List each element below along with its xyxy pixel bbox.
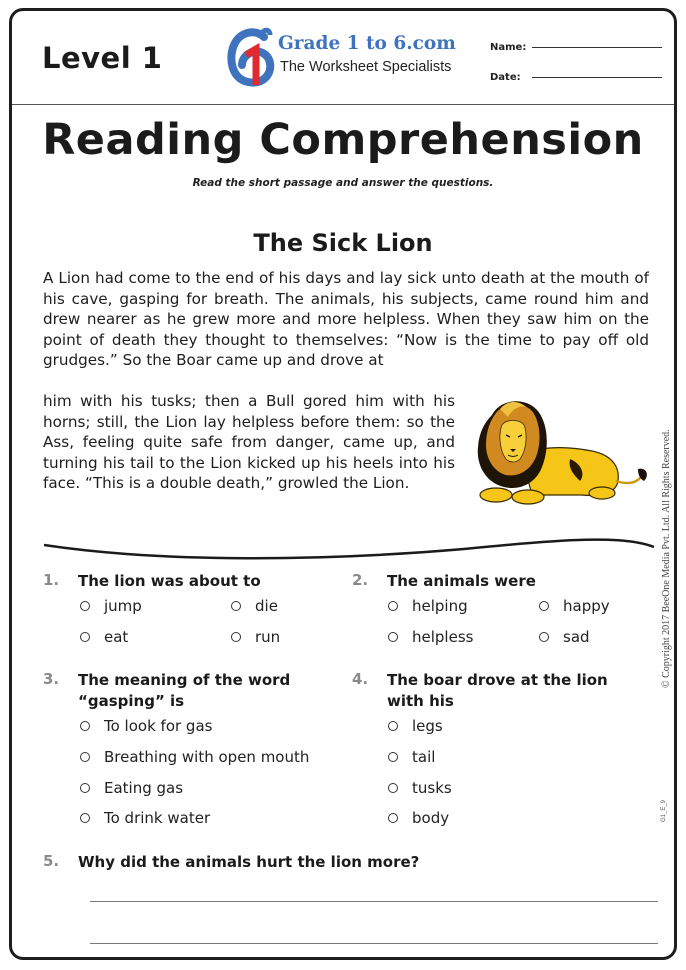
- radio-icon[interactable]: [80, 632, 90, 642]
- logo-subtitle: The Worksheet Specialists: [280, 59, 452, 75]
- option-q4-tail[interactable]: tail: [388, 748, 435, 766]
- passage-top: A Lion had come to the end of his days and lay sick unto death at the mouth of his cave, gasping for breath. The animals, his subjects, came round him and drew nearer as he grew more and more helpless. When they saw him on the point of death they thought to themselves: “Now is the time to pay off old grudges.” So the Boar came up and drove at: [43, 269, 649, 370]
- radio-icon[interactable]: [388, 783, 398, 793]
- question-number: 4.: [352, 670, 369, 688]
- radio-icon[interactable]: [80, 601, 90, 611]
- radio-icon[interactable]: [80, 783, 90, 793]
- answer-line-1[interactable]: [90, 901, 658, 902]
- question-number: 3.: [43, 670, 60, 688]
- header: [12, 11, 674, 105]
- story-title: The Sick Lion: [253, 229, 433, 257]
- question-text-line-1: The boar drove at the lion: [387, 671, 608, 689]
- option-q1-run[interactable]: run: [231, 628, 280, 646]
- radio-icon[interactable]: [80, 813, 90, 823]
- level-label: Level 1: [42, 41, 163, 75]
- question-4: [352, 670, 652, 714]
- question-3: [43, 670, 343, 714]
- question-text: The animals were: [387, 572, 536, 590]
- question-text: The lion was about to: [78, 572, 261, 590]
- option-q4-legs[interactable]: legs: [388, 717, 443, 735]
- date-blank[interactable]: [532, 77, 662, 78]
- instructions: Read the short passage and answer the questions.: [192, 177, 494, 189]
- date-field[interactable]: [490, 72, 662, 83]
- radio-icon[interactable]: [539, 632, 549, 642]
- option-q1-jump[interactable]: jump: [80, 597, 142, 615]
- page-title: Reading Comprehension: [42, 115, 644, 165]
- date-label: Date:: [490, 72, 521, 83]
- passage-wrapped: him with his tusks; then a Bull gored him with his horns; still, the Lion lay helpless before them: so the Ass, feeling quite safe from danger, came up, and turning his tail to the Lion kicked up his heels into his face. “This is a double death,” growled the Lion.: [43, 392, 455, 493]
- option-q4-tusks[interactable]: tusks: [388, 779, 452, 797]
- name-field[interactable]: [490, 42, 662, 53]
- radio-icon[interactable]: [539, 601, 549, 611]
- worksheet-frame: [9, 8, 677, 960]
- copyright-notice: © Copyright 2017 BeeOne Media Pvt. Ltd. All Rights Reserved.: [661, 429, 672, 688]
- question-text-line-2: “gasping” is: [78, 692, 185, 710]
- option-q1-eat[interactable]: eat: [80, 628, 128, 646]
- option-q2-sad[interactable]: sad: [539, 628, 590, 646]
- radio-icon[interactable]: [80, 721, 90, 731]
- lion-illustration-icon: [462, 395, 652, 505]
- radio-icon[interactable]: [388, 752, 398, 762]
- name-blank[interactable]: [532, 47, 662, 48]
- radio-icon[interactable]: [388, 813, 398, 823]
- logo: [226, 27, 466, 87]
- grade-1-to-6-logo-icon: [226, 27, 278, 87]
- name-label: Name:: [490, 42, 527, 53]
- radio-icon[interactable]: [80, 752, 90, 762]
- logo-title: Grade 1 to 6.com: [278, 33, 456, 54]
- worksheet-code: G1_E_9: [661, 799, 667, 822]
- question-text: Why did the animals hurt the lion more?: [78, 853, 420, 871]
- option-q2-happy[interactable]: happy: [539, 597, 610, 615]
- radio-icon[interactable]: [388, 632, 398, 642]
- answer-line-2[interactable]: [90, 943, 658, 944]
- radio-icon[interactable]: [231, 601, 241, 611]
- radio-icon[interactable]: [231, 632, 241, 642]
- option-q3-look-for-gas[interactable]: To look for gas: [80, 717, 212, 735]
- option-q2-helpless[interactable]: helpless: [388, 628, 473, 646]
- question-text-line-2: with his: [387, 692, 454, 710]
- option-q4-body[interactable]: body: [388, 809, 449, 827]
- question-number: 2.: [352, 571, 369, 589]
- radio-icon[interactable]: [388, 721, 398, 731]
- option-q3-drink-water[interactable]: To drink water: [80, 809, 210, 827]
- radio-icon[interactable]: [388, 601, 398, 611]
- option-q3-eating-gas[interactable]: Eating gas: [80, 779, 183, 797]
- question-text-line-1: The meaning of the word: [78, 671, 291, 689]
- option-q3-breathing[interactable]: Breathing with open mouth: [80, 748, 309, 766]
- option-q1-die[interactable]: die: [231, 597, 278, 615]
- question-number: 1.: [43, 571, 60, 589]
- option-q2-helping[interactable]: helping: [388, 597, 468, 615]
- question-number: 5.: [43, 852, 60, 870]
- wave-divider: [44, 531, 656, 571]
